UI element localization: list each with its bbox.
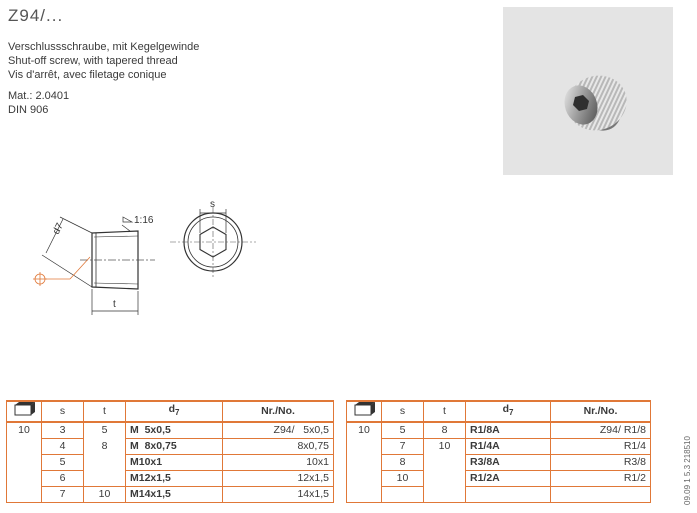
nr-header: Nr./No.	[223, 401, 334, 422]
description-block	[8, 40, 199, 82]
projection-symbol-icon	[33, 257, 90, 286]
description-german: Verschlussschraube, mit Kegelgewinde	[8, 41, 200, 53]
d7-header: $d_7$	[126, 401, 223, 422]
taper-indicator	[122, 217, 132, 231]
nr-header: Nr./No.	[551, 401, 651, 422]
product-photo	[503, 7, 673, 175]
table-row	[347, 487, 651, 503]
s-label: s	[210, 199, 215, 210]
table-row: 6 M12x1,5 12x1,5	[7, 471, 334, 487]
material-number: Mat.: 2.0401	[8, 90, 70, 102]
pack-size-header	[7, 401, 42, 422]
table-row: 5 M10x1 10x1	[7, 455, 334, 471]
screw-photo-icon	[503, 7, 673, 175]
page-title: Z94/...	[8, 6, 64, 25]
spec-table-pipe	[346, 400, 651, 503]
description-english: Shut-off screw, with tapered thread	[8, 55, 178, 67]
d7-header: $d_7$	[466, 401, 551, 422]
package-icon	[13, 402, 35, 416]
material-block	[8, 89, 69, 117]
table-row: 7 10 M14x1,5 14x1,5	[7, 487, 334, 503]
spec-table-metric	[6, 400, 334, 503]
pack-size-header	[347, 401, 382, 422]
d7-dimension	[42, 217, 92, 287]
table-row: 7 10 R1/4A R1/4	[347, 439, 651, 455]
package-icon	[353, 402, 375, 416]
catalog-code: 09.09 1 5.3 218510	[683, 436, 692, 505]
t-label: t	[113, 299, 116, 310]
technical-drawing	[30, 195, 270, 330]
description-french: Vis d'arrêt, avec filetage conique	[8, 69, 167, 81]
table-row: 4 8 M 8x0,75 8x0,75	[7, 439, 334, 455]
table-row: 10 5 8 R1/8A Z94/ R1/8	[347, 422, 651, 439]
table-row: 8 R3/8A R3/8	[347, 455, 651, 471]
table-row: 10 3 5 M 5x0,5 Z94/ 5x0,5	[7, 422, 334, 439]
d7-label: d7	[50, 221, 66, 237]
s-header: s	[382, 401, 424, 422]
table-row: 10 R1/2A R1/2	[347, 471, 651, 487]
s-header: s	[42, 401, 84, 422]
taper-label: 1:16	[134, 215, 154, 226]
t-header: t	[424, 401, 466, 422]
din-standard: DIN 906	[8, 104, 49, 116]
t-header: t	[84, 401, 126, 422]
